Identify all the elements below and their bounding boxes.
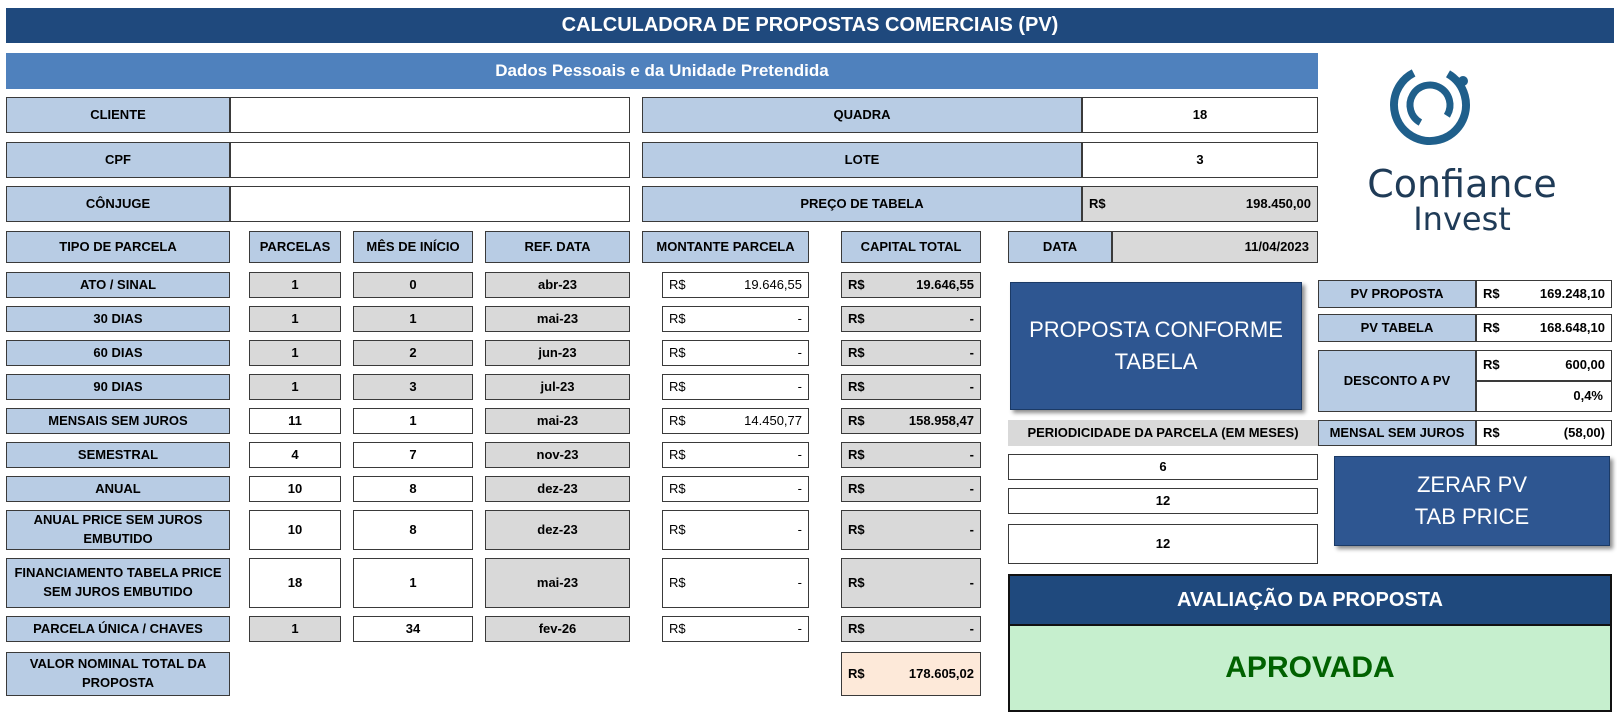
row-montante[interactable] xyxy=(662,408,809,434)
zerar-pv-tab-price-button[interactable] xyxy=(1334,456,1610,546)
currency-symbol: R$ xyxy=(669,574,686,590)
data-value: 11/04/2023 xyxy=(1112,231,1318,263)
row-mes-inicio: 2 xyxy=(353,340,473,366)
total-amount: 178.605,02 xyxy=(908,665,974,681)
row-capital xyxy=(841,272,981,298)
row-ref-data: abr-23 xyxy=(485,272,630,298)
quadra-label: QUADRA xyxy=(642,97,1082,133)
row-mes-inicio[interactable]: 8 xyxy=(353,476,473,502)
row-tipo: PARCELA ÚNICA / CHAVES xyxy=(6,616,230,642)
row-ref-data: nov-23 xyxy=(485,442,630,468)
row-ref-data: fev-26 xyxy=(485,616,630,642)
row-mes-inicio: 1 xyxy=(353,306,473,332)
pv-proposta-label: PV PROPOSTA xyxy=(1318,280,1476,308)
currency-symbol: R$ xyxy=(1483,424,1500,440)
capital-value: 19.646,55 xyxy=(916,276,974,292)
cliente-label: CLIENTE xyxy=(6,97,230,133)
button-label-line2: TAB PRICE xyxy=(1414,504,1530,529)
row-capital xyxy=(841,340,981,366)
button-label-line1: ZERAR PV xyxy=(1416,472,1528,498)
row-capital xyxy=(841,510,981,550)
montante-value: - xyxy=(797,480,802,496)
currency-symbol: R$ xyxy=(848,276,865,292)
montante-value: - xyxy=(797,574,802,590)
row-parcelas: 1 xyxy=(249,272,341,298)
row-montante[interactable] xyxy=(662,340,809,366)
desconto-pv-value xyxy=(1476,350,1612,381)
capital-value: - xyxy=(969,574,974,590)
currency-symbol: R$ xyxy=(848,446,865,462)
row-montante[interactable] xyxy=(662,272,809,298)
total-label: VALOR NOMINAL TOTAL DA PROPOSTA xyxy=(6,652,230,696)
preco-tabela-label: PREÇO DE TABELA xyxy=(642,186,1082,222)
row-capital xyxy=(841,616,981,642)
montante-value: - xyxy=(797,521,802,537)
montante-value: - xyxy=(797,620,802,636)
row-tipo: 30 DIAS xyxy=(6,306,230,332)
col-parcelas: PARCELAS xyxy=(249,231,341,263)
avaliacao-status: APROVADA xyxy=(1008,626,1612,712)
currency-symbol: R$ xyxy=(848,344,865,360)
row-capital xyxy=(841,476,981,502)
currency-symbol: R$ xyxy=(848,310,865,326)
brand-name-line2: Invest xyxy=(1413,200,1511,238)
mensal-sem-juros-amount: (58,00) xyxy=(1563,424,1605,440)
row-tipo: ATO / SINAL xyxy=(6,272,230,298)
row-tipo: SEMESTRAL xyxy=(6,442,230,468)
preco-tabela-value xyxy=(1082,186,1318,222)
row-mes-inicio: 3 xyxy=(353,374,473,400)
capital-value: - xyxy=(969,310,974,326)
row-capital xyxy=(841,374,981,400)
page-title: CALCULADORA DE PROPOSTAS COMERCIAIS (PV) xyxy=(6,8,1614,43)
cpf-field[interactable] xyxy=(230,142,630,178)
lote-label: LOTE xyxy=(642,142,1082,178)
conjuge-field[interactable] xyxy=(230,186,630,222)
row-parcelas: 1 xyxy=(249,374,341,400)
lote-field[interactable]: 3 xyxy=(1082,142,1318,178)
currency-symbol: R$ xyxy=(848,378,865,394)
row-ref-data: mai-23 xyxy=(485,558,630,608)
currency-symbol: R$ xyxy=(669,521,686,537)
row-capital xyxy=(841,558,981,608)
avaliacao-header: AVALIAÇÃO DA PROPOSTA xyxy=(1008,574,1612,626)
mensal-sem-juros-value xyxy=(1476,420,1612,446)
row-ref-data: dez-23 xyxy=(485,476,630,502)
row-parcelas: 1 xyxy=(249,616,341,642)
row-parcelas: 1 xyxy=(249,306,341,332)
brand-logo xyxy=(1350,65,1590,245)
pv-proposta-value xyxy=(1476,280,1612,308)
currency-symbol: R$ xyxy=(1483,319,1500,335)
currency-symbol: R$ xyxy=(848,480,865,496)
col-tipo-parcela: TIPO DE PARCELA xyxy=(6,231,230,263)
currency-symbol: R$ xyxy=(848,665,865,681)
confiance-logo-icon xyxy=(1350,65,1590,245)
capital-value: - xyxy=(969,480,974,496)
button-label-line1: PROPOSTA CONFORME xyxy=(1029,317,1283,343)
row-parcelas[interactable]: 10 xyxy=(249,510,341,550)
periodicidade-semestral[interactable]: 6 xyxy=(1008,454,1318,480)
pv-tabela-label: PV TABELA xyxy=(1318,314,1476,342)
conjuge-label: CÔNJUGE xyxy=(6,186,230,222)
currency-symbol: R$ xyxy=(669,378,686,394)
button-label-line2: TABELA xyxy=(1114,349,1198,374)
col-ref-data: REF. DATA xyxy=(485,231,630,263)
desconto-pv-percent: 0,4% xyxy=(1476,381,1612,412)
mensal-sem-juros-label: MENSAL SEM JUROS xyxy=(1318,420,1476,446)
row-parcelas[interactable]: 10 xyxy=(249,476,341,502)
row-capital xyxy=(841,408,981,434)
row-ref-data: dez-23 xyxy=(485,510,630,550)
pv-tabela-value xyxy=(1476,314,1612,342)
pv-proposta-amount: 169.248,10 xyxy=(1539,285,1605,301)
row-montante[interactable] xyxy=(662,476,809,502)
row-ref-data: jun-23 xyxy=(485,340,630,366)
montante-value: - xyxy=(797,446,802,462)
pv-tabela-amount: 168.648,10 xyxy=(1539,319,1605,335)
total-value xyxy=(841,652,981,696)
desconto-pv-label: DESCONTO A PV xyxy=(1318,350,1476,412)
row-tipo: 60 DIAS xyxy=(6,340,230,366)
data-label: DATA xyxy=(1008,231,1112,263)
currency-symbol: R$ xyxy=(1483,285,1500,301)
capital-value: - xyxy=(969,378,974,394)
periodicidade-label: PERIODICIDADE DA PARCELA (EM MESES) xyxy=(1008,420,1318,446)
capital-value: - xyxy=(969,446,974,462)
currency-symbol: R$ xyxy=(848,521,865,537)
row-ref-data: jul-23 xyxy=(485,374,630,400)
cpf-label: CPF xyxy=(6,142,230,178)
currency-symbol: R$ xyxy=(669,446,686,462)
row-montante[interactable] xyxy=(662,510,809,550)
preco-tabela-amount: 198.450,00 xyxy=(1245,195,1311,211)
row-montante[interactable] xyxy=(662,442,809,468)
row-parcelas: 1 xyxy=(249,340,341,366)
currency-symbol: R$ xyxy=(669,480,686,496)
capital-value: 158.958,47 xyxy=(908,412,974,428)
currency-symbol: R$ xyxy=(848,574,865,590)
currency-symbol: R$ xyxy=(669,310,686,326)
currency-symbol: R$ xyxy=(669,344,686,360)
cliente-field[interactable] xyxy=(230,97,630,133)
row-mes-inicio: 0 xyxy=(353,272,473,298)
row-tipo: ANUAL PRICE SEM JUROS EMBUTIDO xyxy=(6,510,230,550)
row-mes-inicio[interactable]: 8 xyxy=(353,510,473,550)
capital-value: - xyxy=(969,344,974,360)
section-title: Dados Pessoais e da Unidade Pretendida xyxy=(6,53,1318,89)
row-tipo: FINANCIAMENTO TABELA PRICE SEM JUROS EMBUTIDO xyxy=(6,558,230,608)
row-montante[interactable] xyxy=(662,616,809,642)
montante-value: 14.450,77 xyxy=(744,412,802,428)
brand-name-line1: Confiance xyxy=(1367,162,1557,206)
row-tipo: ANUAL xyxy=(6,476,230,502)
row-parcelas[interactable]: 4 xyxy=(249,442,341,468)
row-tipo: 90 DIAS xyxy=(6,374,230,400)
montante-value: - xyxy=(797,310,802,326)
row-capital xyxy=(841,306,981,332)
periodicidade-anual-price[interactable]: 12 xyxy=(1008,524,1318,564)
row-parcelas[interactable]: 18 xyxy=(249,558,341,608)
currency-symbol: R$ xyxy=(848,412,865,428)
quadra-field[interactable]: 18 xyxy=(1082,97,1318,133)
montante-value: - xyxy=(797,344,802,360)
col-capital-total: CAPITAL TOTAL xyxy=(841,231,981,263)
row-parcelas[interactable]: 11 xyxy=(249,408,341,434)
col-mes-inicio: MÊS DE INÍCIO xyxy=(353,231,473,263)
row-mes-inicio[interactable]: 34 xyxy=(353,616,473,642)
capital-value: - xyxy=(969,521,974,537)
row-mes-inicio[interactable]: 1 xyxy=(353,558,473,608)
col-montante-parcela: MONTANTE PARCELA xyxy=(642,231,809,263)
montante-value: - xyxy=(797,378,802,394)
montante-value: 19.646,55 xyxy=(744,276,802,292)
row-ref-data: mai-23 xyxy=(485,306,630,332)
row-ref-data: mai-23 xyxy=(485,408,630,434)
row-mes-inicio[interactable]: 7 xyxy=(353,442,473,468)
row-mes-inicio[interactable]: 1 xyxy=(353,408,473,434)
currency-symbol: R$ xyxy=(669,412,686,428)
desconto-pv-amount: 600,00 xyxy=(1565,357,1605,373)
proposta-conforme-tabela-button[interactable] xyxy=(1010,282,1302,410)
row-montante[interactable] xyxy=(662,374,809,400)
currency-symbol: R$ xyxy=(1089,195,1106,211)
currency-symbol: R$ xyxy=(1483,357,1500,373)
row-capital xyxy=(841,442,981,468)
currency-symbol: R$ xyxy=(669,276,686,292)
currency-symbol: R$ xyxy=(669,620,686,636)
periodicidade-anual[interactable]: 12 xyxy=(1008,488,1318,514)
row-tipo: MENSAIS SEM JUROS xyxy=(6,408,230,434)
row-montante[interactable] xyxy=(662,558,809,608)
capital-value: - xyxy=(969,620,974,636)
row-montante[interactable] xyxy=(662,306,809,332)
currency-symbol: R$ xyxy=(848,620,865,636)
